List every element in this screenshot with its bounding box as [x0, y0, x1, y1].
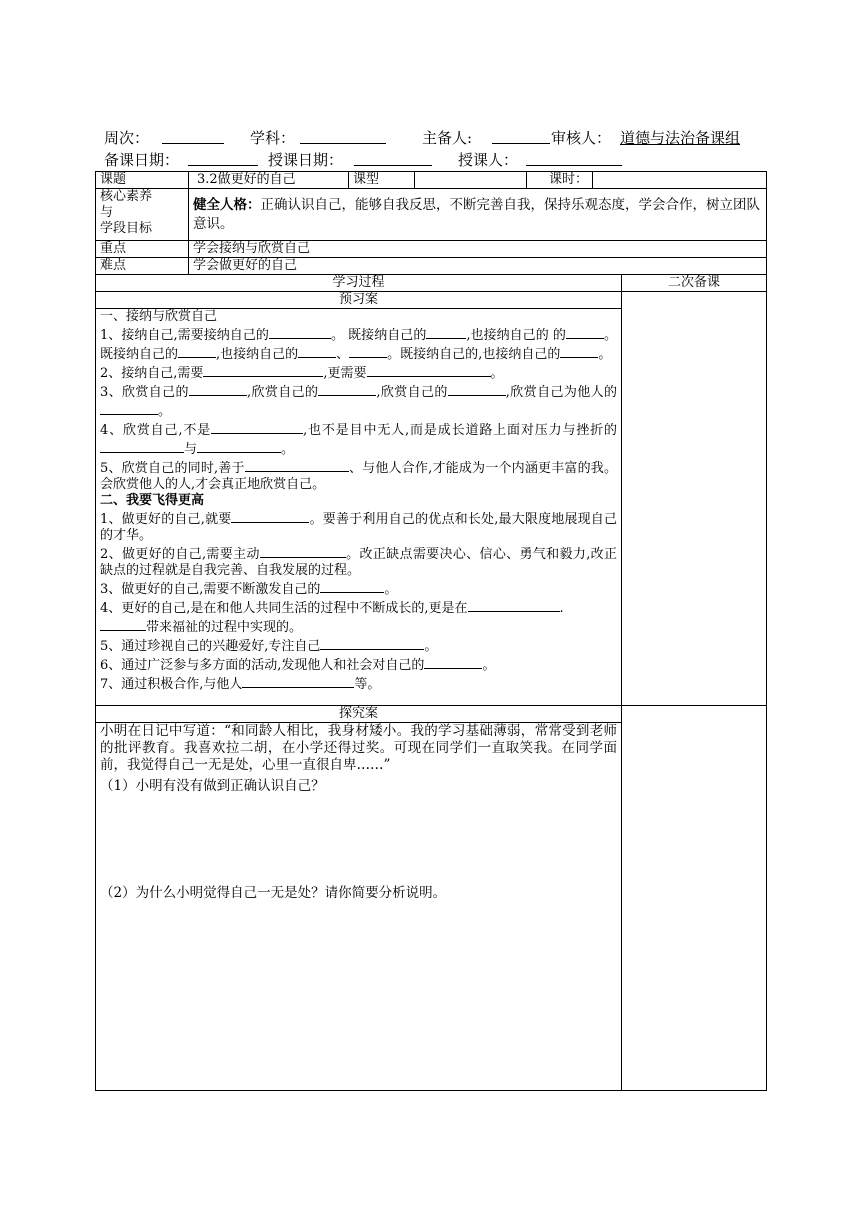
process-header-row [96, 275, 767, 292]
teach-date-field [354, 150, 432, 171]
second-prep-cell-explore [622, 706, 767, 1091]
text: 。 [281, 442, 295, 457]
item-2-4 [100, 598, 617, 636]
hours-label: 课时： [527, 172, 593, 189]
blank [100, 617, 146, 631]
week-field [162, 128, 224, 149]
core-row [96, 189, 767, 241]
blank [211, 420, 303, 434]
item-1-4 [100, 420, 617, 458]
hours-value [593, 172, 767, 189]
text: 3、欣赏自己的 [100, 385, 189, 400]
focus-row [96, 241, 767, 258]
text: 。 [598, 347, 612, 362]
text: 3、做更好的自己,需要不断激发自己的 [100, 582, 321, 597]
core-label-line-3: 学段目标 [100, 221, 153, 236]
core-value-heading: 健全人格： [193, 196, 261, 213]
text: . [559, 601, 564, 616]
text: 2、接纳自己,需要 [100, 366, 204, 381]
item-2-3 [100, 579, 617, 598]
blank [100, 439, 184, 453]
subject-label: 学科： [250, 129, 296, 147]
topic-label: 课题 [96, 172, 189, 189]
preview-title: 预习案 [96, 292, 622, 309]
text: ,欣赏自己的 [376, 385, 448, 400]
question-1: （1）小明有没有做到正确认识自己？ [100, 778, 325, 794]
blank [448, 382, 506, 396]
text: 。改正缺点需要决心、信心、勇气和毅力,改正缺点的过程就是自我完善、自我发展的过程。 [100, 547, 618, 578]
reviewer-label: 审核人： [551, 129, 612, 147]
difficulty-row [96, 258, 767, 275]
core-value-text: 正确认识自己，能够自我反思，不断完善自我，保持乐观态度，学会合作，树立团队意识。 [193, 196, 760, 232]
second-prep-cell-preview [622, 292, 767, 706]
core-label-line-2: 与 [100, 205, 114, 220]
blank [566, 325, 604, 339]
text: ,更需要 [323, 366, 367, 381]
type-label: 课型 [349, 172, 415, 189]
process-title: 学习过程 [96, 275, 622, 292]
preparer-label: 主备人: [422, 129, 473, 147]
blank [197, 439, 281, 453]
lesson-plan-table [95, 171, 767, 1091]
week-label: 周次： [104, 129, 150, 147]
subject-field [300, 128, 386, 149]
topic-value: 3.2做更好的自己 [189, 172, 349, 189]
text: 4、欣赏自己,不是 [100, 423, 212, 438]
text: ,欣赏自己的 [246, 385, 319, 400]
text: 4、更好的自己,是在和他人共同生活的过程中不断成长的,更是在 [100, 601, 468, 616]
blank [189, 382, 247, 396]
case-text: 小明在日记中写道：“和同龄人相比，我身材矮小。我的学习基础薄弱，常常受到老师的批评教育。我喜欢拉二胡，在小学还得过奖。可现在同学们一直取笑我。在同学面前，我觉得自己一无是处，心里一直很自卑……” [100, 723, 617, 773]
item-1-2 [100, 363, 617, 382]
text: 。 [490, 366, 504, 381]
core-label [96, 189, 189, 241]
topic-row [96, 172, 767, 189]
teacher-label: 授课人： [458, 151, 519, 169]
item-2-7 [100, 674, 617, 693]
text: 。 [158, 404, 172, 419]
text: 。 [424, 639, 438, 654]
explore-title-row [96, 706, 767, 723]
blank [260, 544, 346, 558]
blank [242, 674, 354, 688]
blank [178, 344, 216, 358]
item-2-5 [100, 636, 617, 655]
item-1-5 [100, 458, 617, 493]
preview-title-row [96, 292, 767, 309]
text: 带来福祉的过程中实现的。 [146, 620, 303, 635]
item-2-2 [100, 544, 617, 579]
text: 等。 [354, 677, 381, 692]
text: 7、通过积极合作,与他人 [100, 677, 243, 692]
blank [468, 598, 560, 612]
blank [245, 458, 349, 472]
core-value [189, 189, 767, 241]
text: 。 [384, 582, 398, 597]
teacher-field [526, 150, 622, 171]
type-value [415, 172, 527, 189]
blank [426, 325, 466, 339]
text: 。 [482, 658, 496, 673]
text: 、 [336, 347, 350, 362]
text: 与 [184, 442, 198, 457]
text: 1、做更好的自己,就要 [100, 512, 232, 527]
blank [367, 363, 491, 377]
text: 1、接纳自己,需要接纳自己的 [100, 328, 269, 343]
blank [424, 655, 482, 669]
reviewer-value: 道德与法治备课组 [620, 129, 741, 147]
blank [560, 344, 598, 358]
core-label-line-1: 核心素养 [100, 189, 153, 204]
explore-title: 探究案 [96, 706, 622, 723]
blank [100, 401, 158, 415]
question-2: （2）为什么小明觉得自己一无是处？请你简要分析说明。 [100, 885, 447, 901]
difficulty-label: 难点 [96, 258, 189, 275]
text: 5、欣赏自己的同时,善于 [100, 461, 245, 476]
text: 2、做更好的自己,需要主动 [100, 547, 260, 562]
text: 。既接纳自己的 [387, 347, 479, 362]
text: ,也接纳自己的 [478, 347, 561, 362]
item-1-3 [100, 382, 617, 420]
focus-label: 重点 [96, 241, 189, 258]
focus-value: 学会接纳与欣赏自己 [189, 241, 767, 258]
text: 。要善于利用自己的优点和长处,最大限度地展现自己的才华。 [100, 512, 617, 543]
blank [203, 363, 323, 377]
prep-date-label: 备课日期： [104, 151, 180, 169]
blank [320, 636, 424, 650]
item-2-6 [100, 655, 617, 674]
text: ,也接纳自己的 [216, 347, 299, 362]
blank [318, 382, 376, 396]
text: 。既接纳自己的 [100, 328, 617, 362]
text: 5、通过珍视自己的兴趣爱好,专注自己 [100, 639, 321, 654]
text: 6、通过广泛参与多方面的活动,发现他人和社会对自己的 [100, 658, 425, 673]
second-prep-title: 二次备课 [622, 275, 767, 292]
blank [231, 509, 309, 523]
blank [298, 344, 336, 358]
preview-content [96, 309, 622, 706]
blank [320, 579, 384, 593]
difficulty-value: 学会做更好的自己 [189, 258, 767, 275]
item-1-1 [100, 325, 617, 363]
section-1-heading: 一、接纳与欣赏自己 [100, 309, 218, 324]
item-2-1 [100, 509, 617, 544]
explore-content [96, 723, 622, 1091]
prep-date-field [188, 150, 258, 171]
preparer-field [492, 128, 550, 149]
section-2-heading: 二、我要飞得更高 [100, 493, 205, 508]
text: 。 既接纳自己的 [330, 328, 427, 343]
text: ,也不是目中无人,而是成长道路上面对压力与挫折的 [303, 423, 618, 438]
blank [349, 344, 387, 358]
blank [269, 325, 331, 339]
text: ,欣赏自己为他人的 [505, 385, 617, 400]
teach-date-label: 授课日期： [268, 151, 344, 169]
text: 的 [548, 328, 566, 343]
text: ,也接纳自己的 [466, 328, 549, 343]
text: 、与他人合作,才能成为一个内涵更丰富的我。会欣赏他人的人,才会真正地欣赏自己。 [100, 461, 617, 492]
